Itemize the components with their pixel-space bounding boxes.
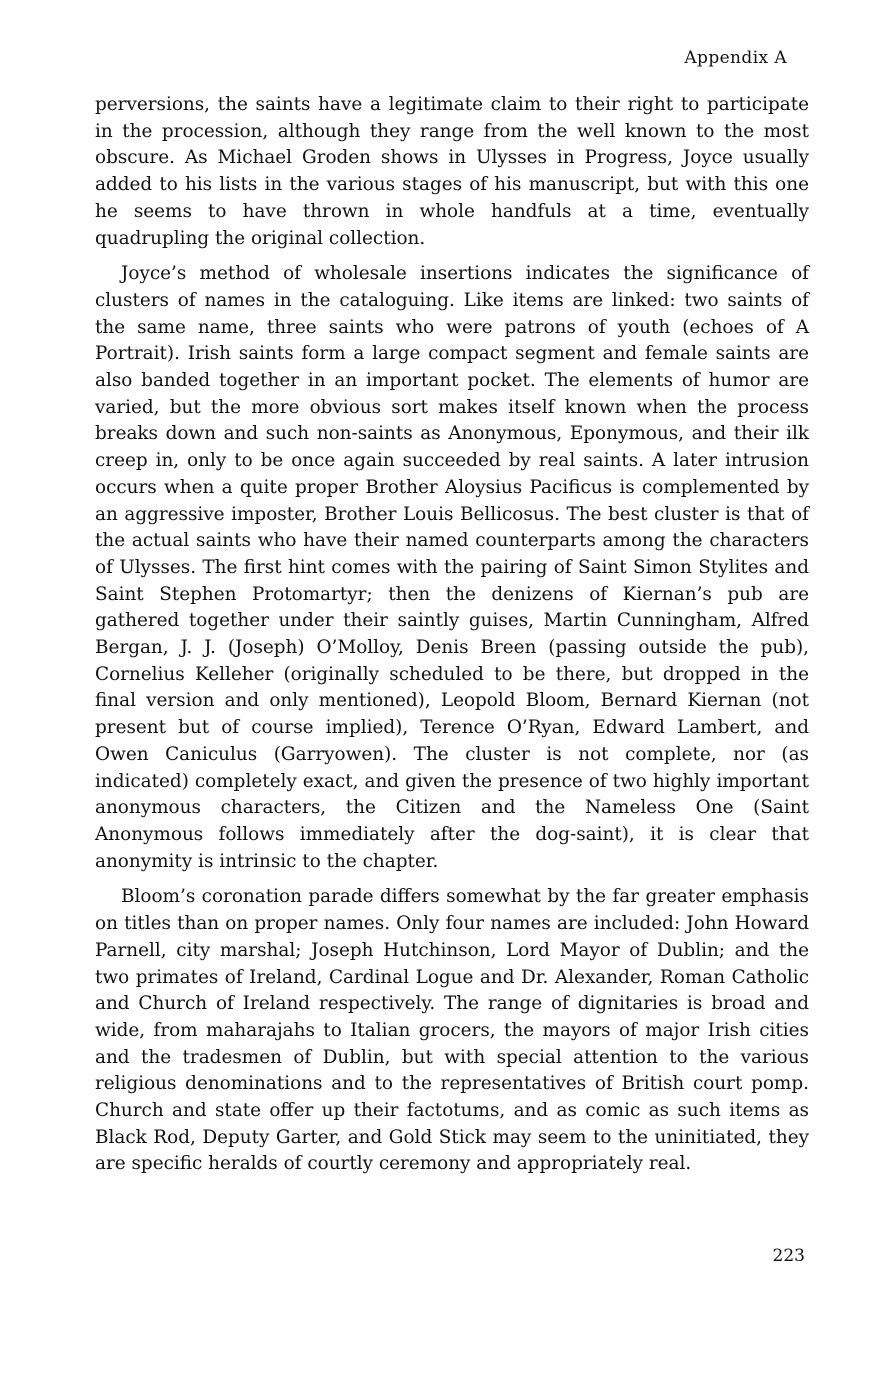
paragraph-saint-clusters: Joyce’s method of wholesale insertions indicates the significance of clusters of names in the cataloguing. Like items are linked: two saints of the same name, three saints who were patrons of youth (echoes of A Portrait). Irish saints form a large compact segment and female saints are also banded together in an important pocket. The elements of humor are varied, but the more obvious sort makes itself known when the process breaks down and such non-saints as Anonymous, Eponymous, and their ilk creep in, only to be once again succeeded by real saints. A later intrusion occurs when a quite proper Brother Aloysius Pacificus is complemented by an aggressive imposter, Brother Louis Bellicosus. The best cluster is that of the actual saints who have their named counterparts among the characters of Ulysses. The first hint comes with the pairing of Saint Simon Stylites and Saint Stephen Protomartyr; then the denizens of Kiernan’s pub are gathered together under their saintly guises, Martin Cunningham, Alfred Bergan, J. J. (Joseph) O’Molloy, Denis Breen (passing outside the pub), Cornelius Kelleher (originally scheduled to be there, but dropped in the final version and only mentioned), Leopold Bloom, Bernard Kiernan (not present but of course implied), Terence O’Ryan, Edward Lambert, and Owen Caniculus (Garryowen). The cluster is not complete, nor (as indicated) completely exact, and given the presence of two highly important anonymous characters, the Citizen and the Nameless One (Saint Anonymous follows immediately after the dog-saint), it is clear that anonymity is intrinsic to the chapter. [95,263,809,872]
body-text [95,92,809,1178]
running-head: Appendix A [684,48,787,68]
page-number: 223 [772,1246,805,1266]
paragraph-coronation-parade: Bloom’s coronation parade differs somewhat by the far greater emphasis on titles than on proper names. Only four names are included: John Howard Parnell, city marshal; Joseph Hutchinson, Lord Mayor of Dublin; and the two primates of Ireland, Cardinal Logue and Dr. Alexander, Roman Catholic and Church of Ireland respectively. The range of dignitaries is broad and wide, from maharajahs to Italian grocers, the mayors of major Irish cities and the tradesmen of Dublin, but with special attention to the various religious denominations and to the representatives of British court pomp. Church and state offer up their factotums, and as comic as such items as Black Rod, Deputy Garter, and Gold Stick may seem to the uninitiated, they are specific heralds of courtly ceremony and appropriately real. [95,886,809,1175]
paragraph-continued: perversions, the saints have a legitimate claim to their right to participate in the procession, although they range from the well known to the most obscure. As Michael Groden shows in Ulysses in Progress, Joyce usually added to his lists in the various stages of his manuscript, but with this one he seems to have thrown in whole handfuls at a time, eventually quadrupling the original collection. [95,94,809,249]
